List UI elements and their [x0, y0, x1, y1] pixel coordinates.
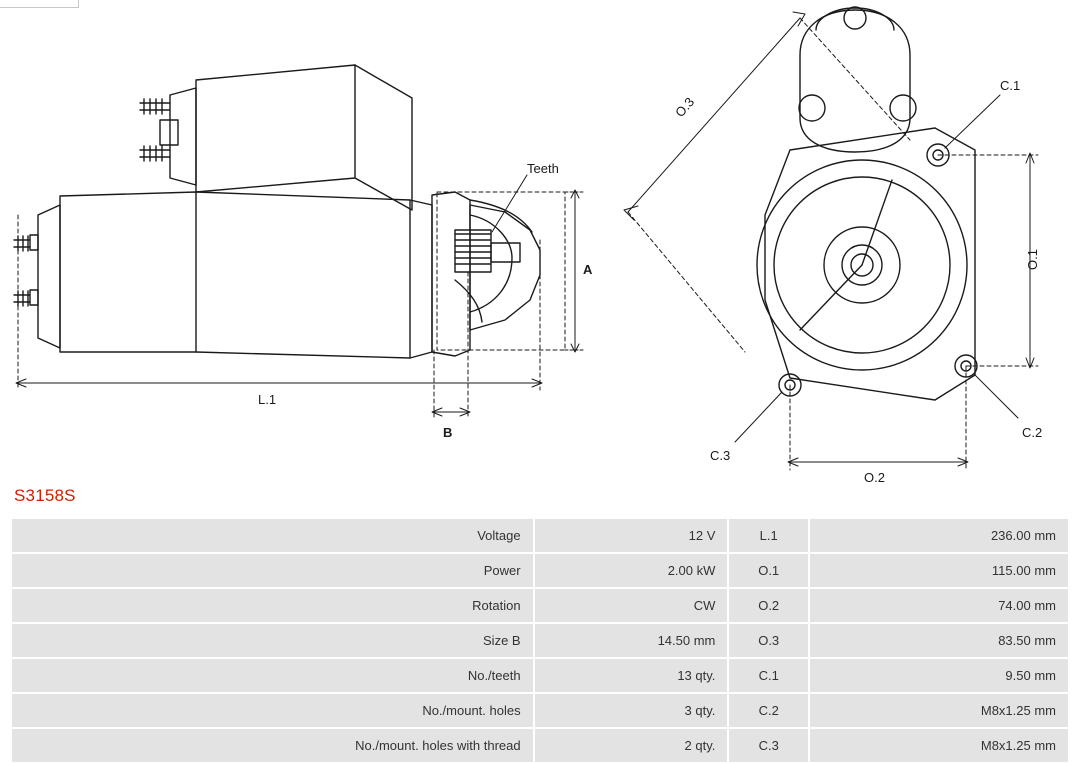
spec-label: No./teeth	[11, 658, 534, 693]
spec-label: Voltage	[11, 518, 534, 553]
pinion-dashed-box	[437, 192, 565, 350]
label-B: B	[443, 425, 453, 440]
table-row	[11, 728, 1069, 763]
spec-value: 3 qty.	[534, 693, 729, 728]
dimension-O1	[938, 153, 1038, 368]
part-number: S3158S	[14, 486, 76, 505]
spec-value: 2 qty.	[534, 728, 729, 763]
label-L1: L.1	[258, 392, 277, 407]
dim-code: O.2	[728, 588, 809, 623]
specifications-table	[10, 517, 1070, 764]
spec-value: CW	[534, 588, 729, 623]
label-O3: O.3	[672, 94, 698, 121]
side-view-group	[14, 65, 540, 358]
dim-value: 74.00 mm	[809, 588, 1069, 623]
front-view-group	[757, 7, 977, 400]
label-C2: C.2	[1022, 425, 1043, 440]
dimension-O3	[624, 12, 910, 352]
spec-value: 2.00 kW	[534, 553, 729, 588]
table-row	[11, 553, 1069, 588]
label-O1: O.1	[1025, 249, 1040, 270]
dim-value: 83.50 mm	[809, 623, 1069, 658]
spec-label: Rotation	[11, 588, 534, 623]
dimension-A	[565, 190, 583, 352]
spec-label: Power	[11, 553, 534, 588]
table-row	[11, 658, 1069, 693]
dim-value: M8x1.25 mm	[809, 728, 1069, 763]
dim-code: L.1	[728, 518, 809, 553]
label-C1: C.1	[1000, 78, 1021, 93]
spec-label: No./mount. holes	[11, 693, 534, 728]
label-C3: C.3	[710, 448, 731, 463]
dim-code: C.2	[728, 693, 809, 728]
dim-value: 236.00 mm	[809, 518, 1069, 553]
dim-value: 115.00 mm	[809, 553, 1069, 588]
table-row	[11, 588, 1069, 623]
dim-code: O.1	[728, 553, 809, 588]
label-A: A	[583, 262, 593, 277]
spec-value: 13 qty.	[534, 658, 729, 693]
dim-value: 9.50 mm	[809, 658, 1069, 693]
label-O2: O.2	[864, 470, 885, 485]
dim-code: O.3	[728, 623, 809, 658]
label-teeth: Teeth	[527, 161, 559, 176]
table-row	[11, 623, 1069, 658]
dim-code: C.1	[728, 658, 809, 693]
dimension-L1	[16, 215, 542, 390]
spec-label: Size B	[11, 623, 534, 658]
spec-value: 12 V	[534, 518, 729, 553]
dim-value: M8x1.25 mm	[809, 693, 1069, 728]
spec-label: No./mount. holes with thread	[11, 728, 534, 763]
specifications-table-body	[11, 518, 1069, 763]
table-row	[11, 518, 1069, 553]
dimension-B	[432, 272, 470, 418]
spec-value: 14.50 mm	[534, 623, 729, 658]
dim-code: C.3	[728, 728, 809, 763]
table-row	[11, 693, 1069, 728]
